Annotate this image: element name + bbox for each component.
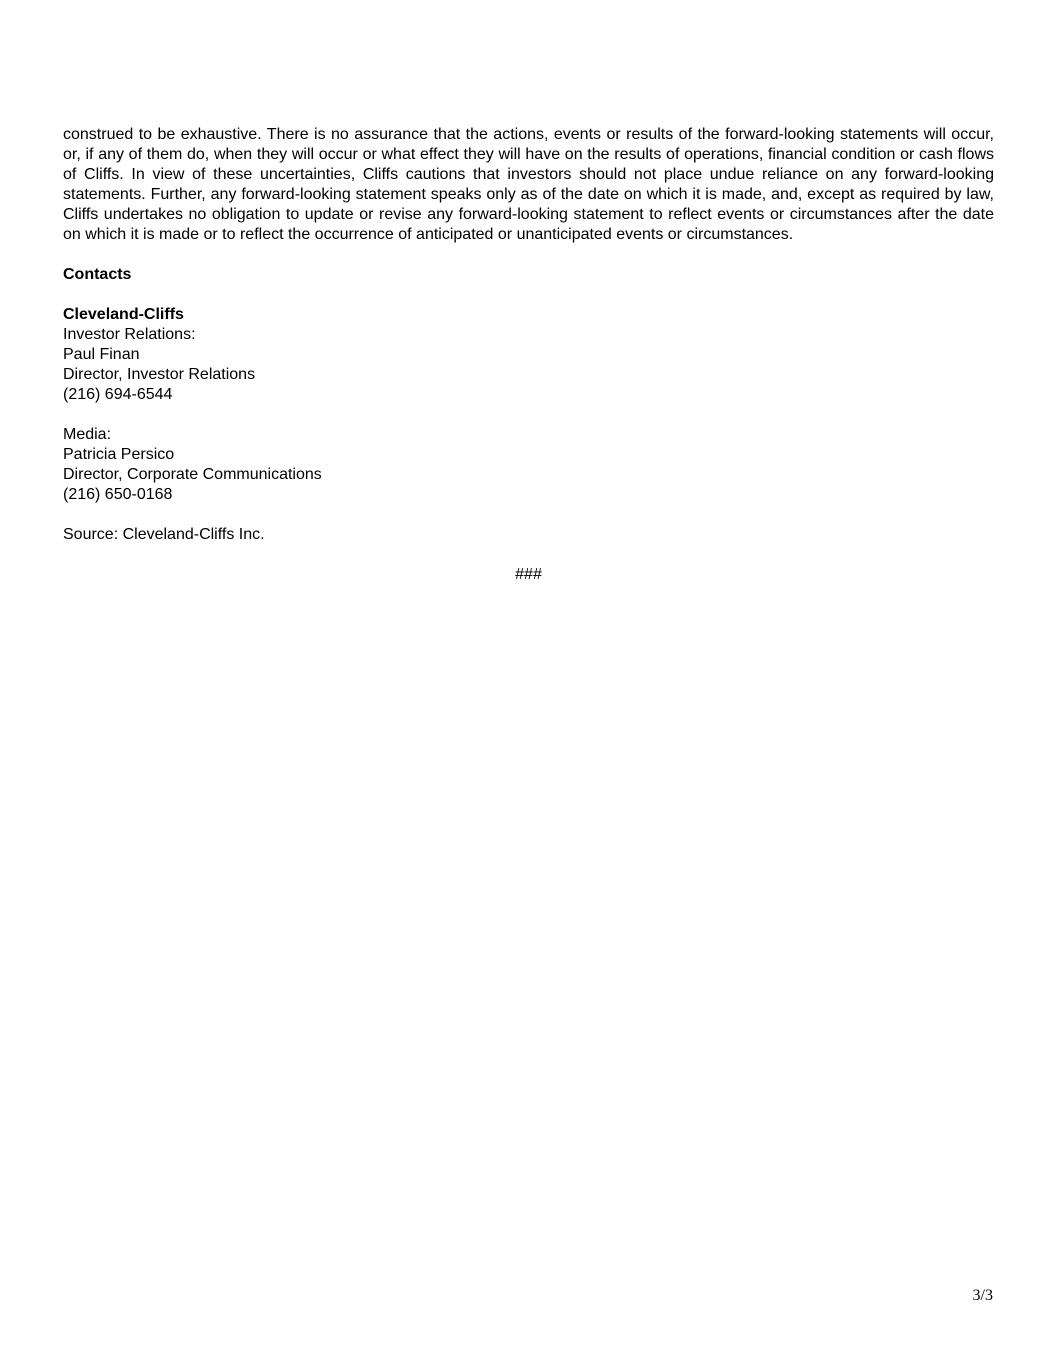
media-contact (63, 425, 994, 505)
media-name: Patricia Persico (63, 446, 175, 463)
media-title: Director, Corporate Communications (63, 466, 322, 483)
company-name: Cleveland-Cliffs (63, 306, 184, 323)
forward-looking-paragraph: construed to be exhaustive. There is no assurance that the actions, events or results of the forward-looking statements will occur, or, if any of them do, when they will occur or what effect they will have on the results of operations, financial condition or cash flows of Cliffs. In view of these uncertainties, Cliffs cautions that investors should not place undue reliance on any forward-looking statements. Further, any forward-looking statement speaks only as of the date on which it is made, and, except as required by law, Cliffs undertakes no obligation to update or revise any forward-looking statement to reflect events or circumstances after the date on which it is made or to reflect the occurrence of anticipated or unanticipated events or circumstances. (63, 126, 994, 243)
investor-relations-label: Investor Relations: (63, 326, 196, 343)
document-content (63, 125, 994, 585)
media-phone: (216) 650-0168 (63, 486, 173, 503)
end-mark: ### (515, 566, 542, 583)
source-line: Source: Cleveland-Cliffs Inc. (63, 526, 265, 543)
investor-relations-name: Paul Finan (63, 346, 140, 363)
media-label: Media: (63, 426, 112, 443)
investor-relations-phone: (216) 694-6544 (63, 386, 173, 403)
page-number: 3/3 (972, 1287, 993, 1304)
investor-relations-title: Director, Investor Relations (63, 366, 256, 383)
investor-relations-contact (63, 305, 994, 405)
contacts-heading: Contacts (63, 266, 132, 283)
